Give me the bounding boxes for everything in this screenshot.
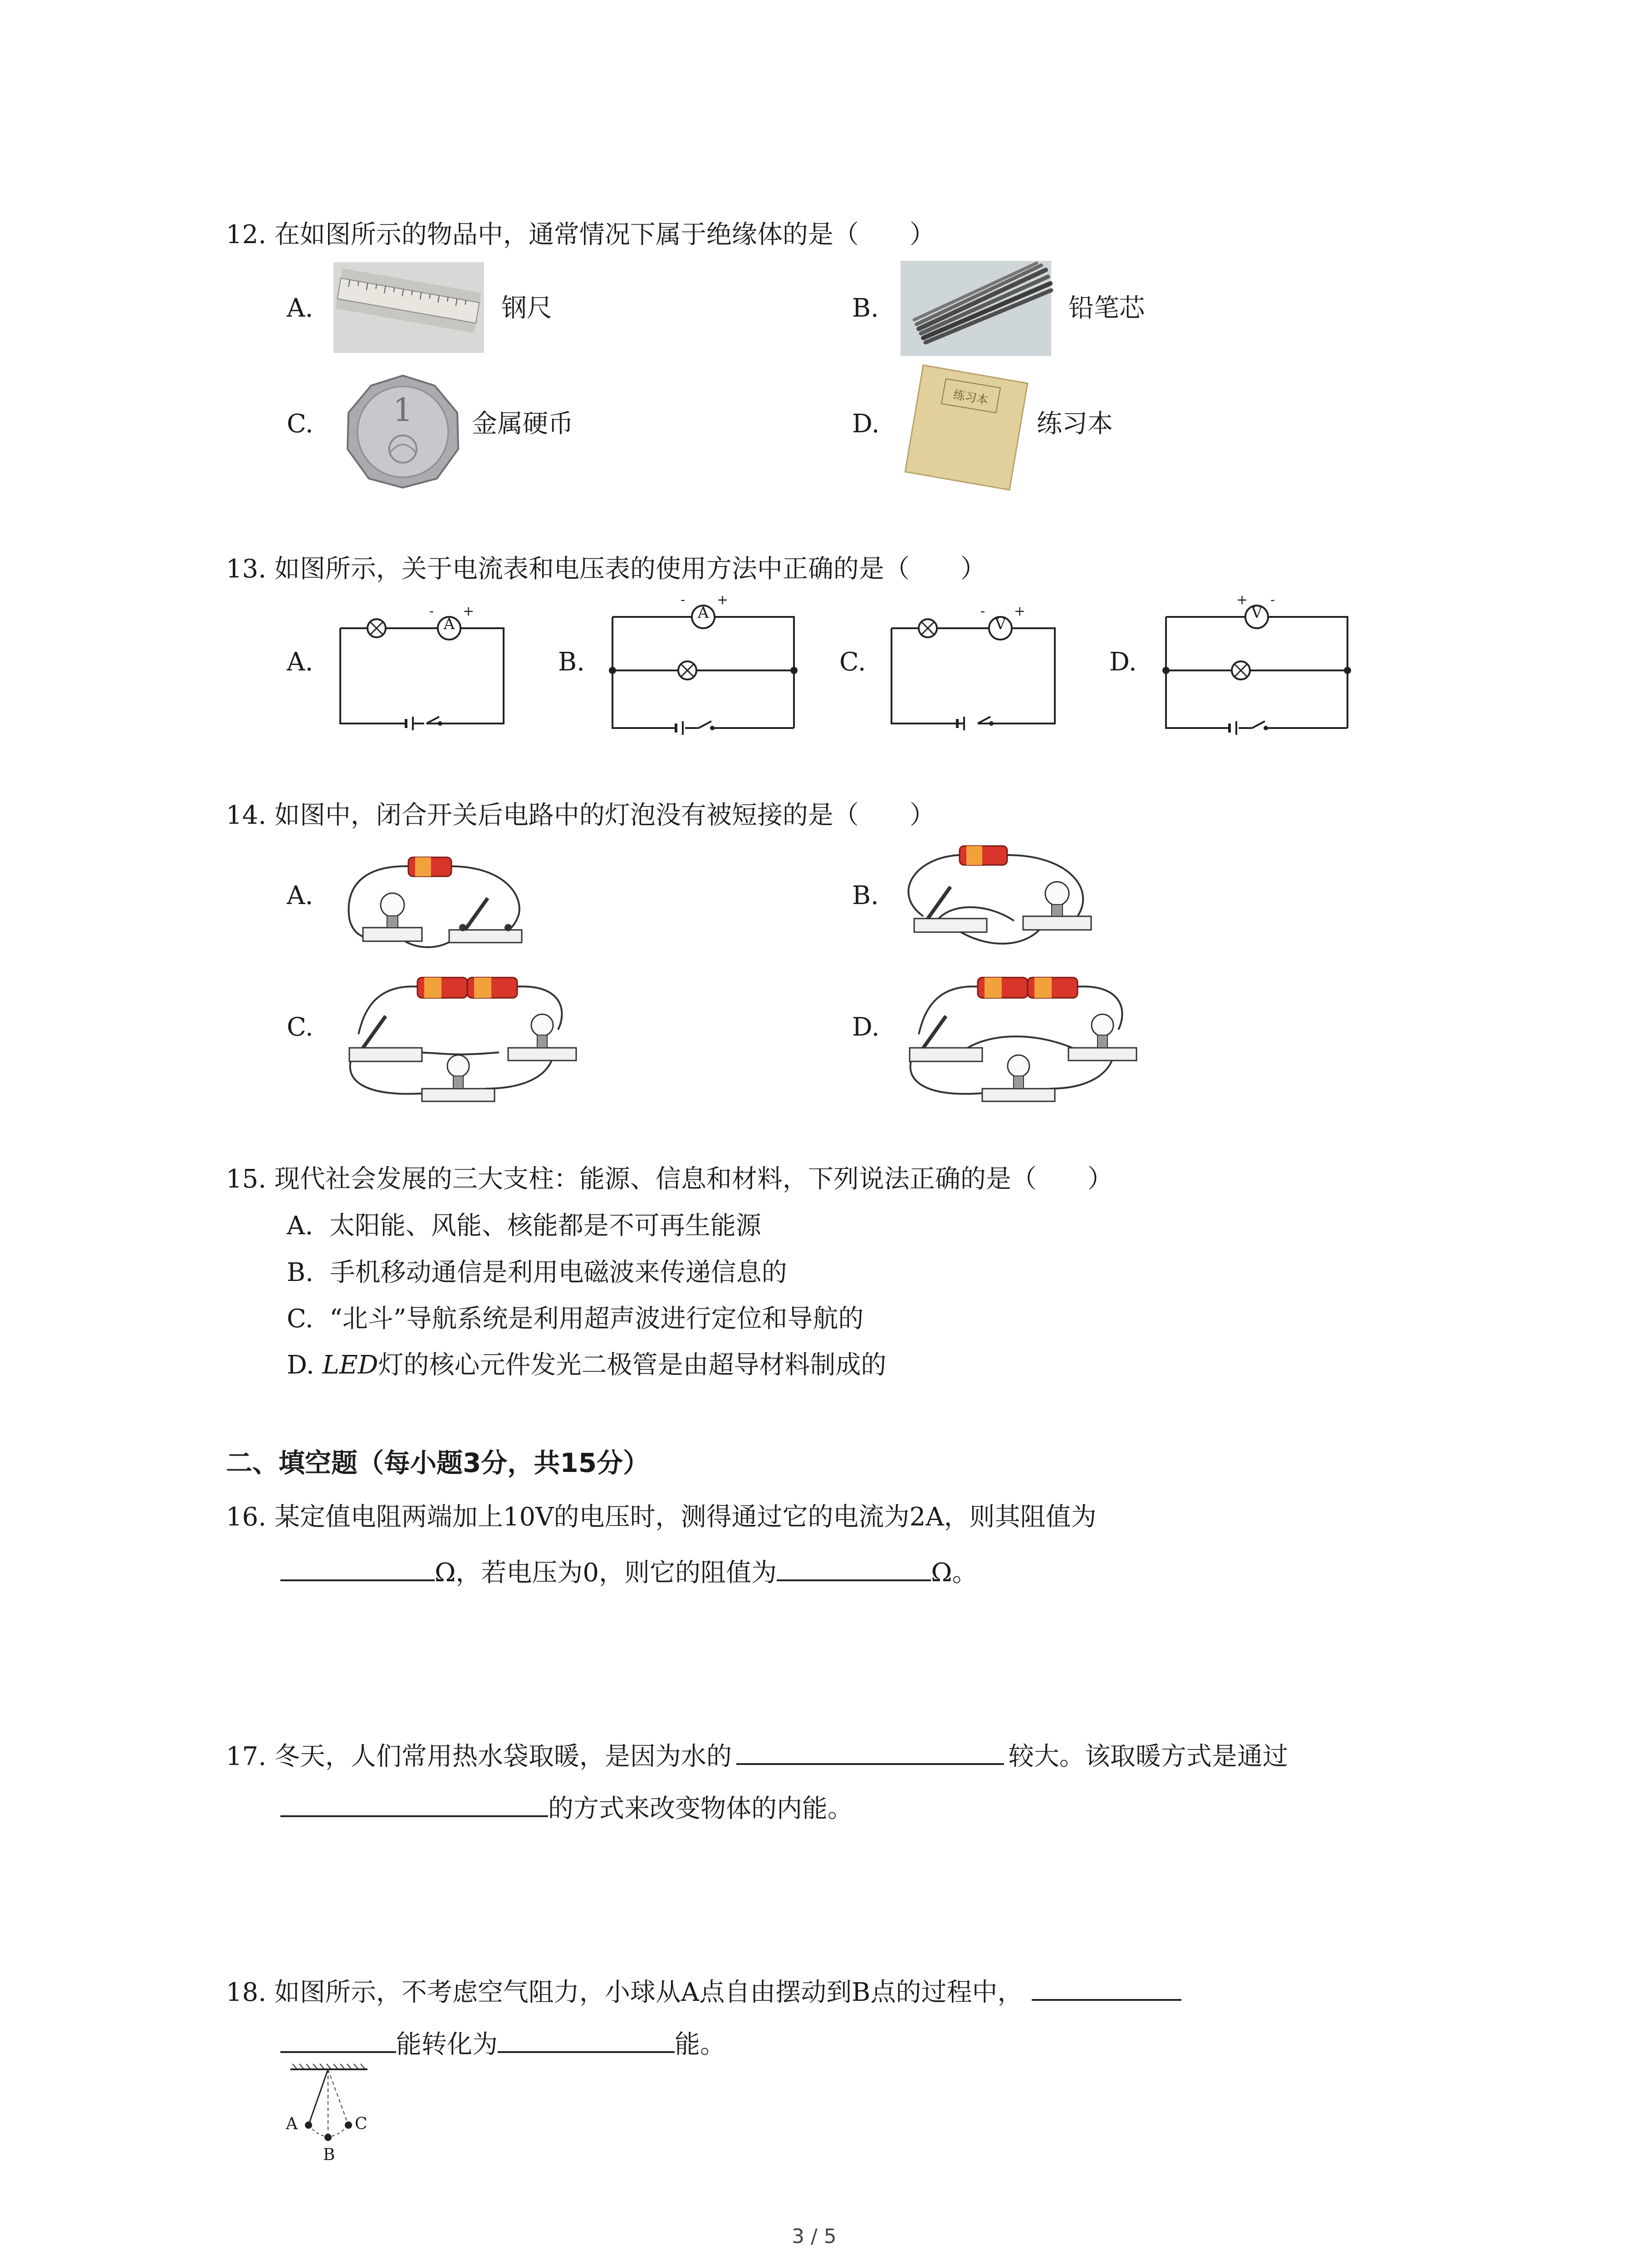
page-number: 3 / 5: [792, 2225, 837, 2248]
q17-line1b-text: 较大。该取暖方式是通过: [1008, 1742, 1288, 1771]
q13-option-c-letter: C.: [839, 647, 866, 677]
q15-option-d-letter: D.: [287, 1350, 314, 1380]
q17-line2: [280, 1787, 853, 1827]
q14-circuit-c: [336, 962, 581, 1107]
q15-option-d: [287, 1347, 886, 1383]
pencil-lead-image: [901, 261, 1051, 356]
q15-option-d-text: 灯的核心元件发光二极管是由超导材料制成的: [378, 1350, 887, 1380]
q18-line2b-text: 能。: [675, 2030, 725, 2059]
point-c-label: C: [355, 2115, 367, 2133]
q13-option-a-letter: A.: [287, 647, 314, 677]
steel-ruler-image: [333, 262, 484, 353]
point-a-label: A: [286, 2115, 298, 2133]
plus-terminal: +: [1014, 603, 1026, 619]
q18-blank-2[interactable]: [498, 2023, 675, 2053]
q18-line2a-text: 能转化为: [396, 2030, 498, 2059]
q12-option-b-text: 铅笔芯: [1068, 293, 1145, 323]
q17-blank-2[interactable]: [280, 1787, 548, 1817]
q14-circuit-b: [896, 835, 1114, 957]
q16-blank-1[interactable]: [280, 1551, 435, 1581]
svg-text:1: 1: [392, 391, 413, 429]
q18-line2: [280, 2023, 725, 2063]
q14-option-c-letter: C.: [287, 1012, 314, 1042]
q15-option-a: [287, 1208, 761, 1244]
q17-line1-text: 17. 冬天，人们常用热水袋取暖，是因为水的: [226, 1742, 732, 1771]
q13-option-b-letter: B.: [558, 647, 585, 677]
q13-circuit-b: [608, 592, 798, 735]
q16-line1: 16. 某定值电阻两端加上10V的电压时，测得通过它的电流为2A，则其阻值为: [226, 1502, 1097, 1532]
plus-terminal: +: [463, 603, 475, 619]
q12-option-d-letter: D.: [852, 409, 880, 439]
minus-terminal: -: [1270, 592, 1275, 608]
q12-option-d-text: 练习本: [1037, 409, 1113, 439]
q18-line1: [226, 1971, 1181, 2011]
q15-stem: 15. 现代社会发展的三大支柱：能源、信息和材料，下列说法正确的是（ ）: [226, 1164, 1113, 1194]
minus-terminal: -: [980, 603, 985, 619]
q14-option-a-letter: A.: [287, 881, 314, 910]
q12-option-a-text: 钢尺: [501, 293, 552, 323]
q18-blank-1b[interactable]: [280, 2023, 396, 2053]
q15-option-d-led: LED: [322, 1350, 378, 1380]
q16-unit2: Ω。: [931, 1558, 978, 1588]
q14-option-d-letter: D.: [852, 1012, 880, 1042]
q15-option-b-text: 手机移动通信是利用电磁波来传递信息的: [329, 1258, 787, 1287]
section-2-title: 二、填空题（每小题3分，共15分）: [226, 1447, 650, 1478]
q16-unit1: Ω，若电压为0，则它的阻值为: [435, 1558, 777, 1588]
q13-option-d-letter: D.: [1109, 647, 1137, 677]
q12-option-c-text: 金属硬币: [472, 409, 573, 439]
q18-blank-1a[interactable]: [1032, 1971, 1181, 2001]
q15-option-b: [287, 1255, 787, 1291]
q14-circuit-a: [336, 846, 531, 950]
q14-stem: 14. 如图中，闭合开关后电路中的灯泡没有被短接的是（ ）: [226, 801, 935, 830]
point-b-label: B: [323, 2146, 335, 2164]
q15-option-b-letter: B.: [287, 1258, 314, 1287]
plus-terminal: +: [717, 592, 729, 608]
q15-option-c-text: “北斗”导航系统是利用超声波进行定位和导航的: [329, 1304, 864, 1334]
q18-line1-text: 18. 如图所示，不考虑空气阻力，小球从A点自由摆动到B点的过程中，: [226, 1978, 1023, 2007]
ammeter-label: A: [697, 604, 709, 622]
q12-option-c-letter: C.: [287, 409, 314, 439]
plus-terminal: +: [1236, 592, 1248, 608]
q12-option-a-letter: A.: [287, 293, 314, 323]
q12-stem: 12. 在如图所示的物品中，通常情况下属于绝缘体的是（ ）: [226, 220, 935, 249]
q13-stem: 13. 如图所示，关于电流表和电压表的使用方法中正确的是（ ）: [226, 554, 986, 584]
q15-option-c: [287, 1301, 864, 1337]
q13-circuit-c: [887, 603, 1059, 730]
q14-option-b-letter: B.: [852, 881, 879, 910]
voltmeter-label: V: [994, 615, 1006, 633]
metal-coin-image: [339, 372, 466, 490]
q15-option-c-letter: C.: [287, 1304, 314, 1334]
q17-blank-1[interactable]: [736, 1735, 1004, 1765]
q12-option-b-letter: B.: [852, 293, 879, 323]
q13-circuit-d: [1161, 592, 1352, 735]
q13-circuit-a: [336, 603, 508, 730]
notebook-cover-text: 练习本: [952, 388, 989, 408]
q17-line2-text: 的方式来改变物体的内能。: [548, 1794, 853, 1823]
minus-terminal: -: [681, 592, 686, 608]
q15-option-a-letter: A.: [287, 1211, 314, 1241]
ammeter-label: A: [443, 615, 455, 633]
pendulum-diagram: [281, 2064, 390, 2173]
q15-option-a-text: 太阳能、风能、核能都是不可再生能源: [329, 1211, 761, 1241]
q17-line1: [226, 1735, 1288, 1775]
q16-line2: [280, 1551, 978, 1591]
q16-blank-2[interactable]: [777, 1551, 931, 1581]
exercise-book-image: [903, 361, 1030, 492]
minus-terminal: -: [429, 603, 434, 619]
q14-circuit-d: [896, 962, 1141, 1107]
voltmeter-label: V: [1251, 604, 1263, 622]
